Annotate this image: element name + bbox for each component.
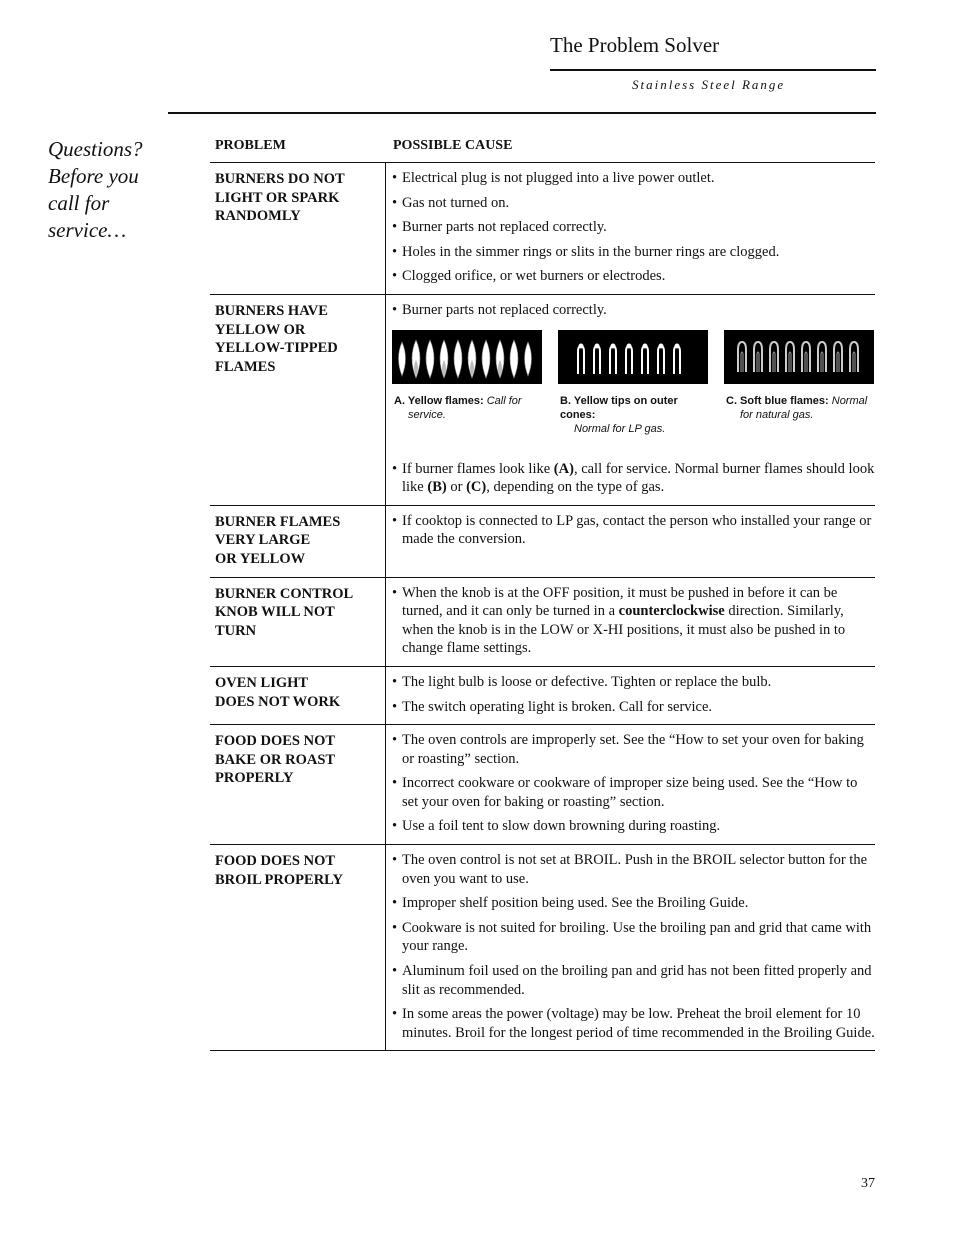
flame-label: C. Soft blue flames: <box>726 394 829 407</box>
cause-cell <box>386 506 875 577</box>
cause-item: • If burner flames look like (A), call for service. Normal burner flames should look like (B) or (C), depending on the type of gas. <box>392 460 875 496</box>
cause-item: • The oven controls are improperly set. See the “How to set your oven for baking or roasting” section. <box>392 731 875 768</box>
problem-line: BURNERS HAVE <box>215 302 328 319</box>
cause-item: • The light bulb is loose or defective. Tighten or replace the bulb. <box>392 673 875 692</box>
cause-text: Burner parts not replaced correctly. <box>402 301 607 318</box>
problem-line: YELLOW OR <box>215 321 306 338</box>
problem-line: PROPERLY <box>215 770 294 787</box>
table-row <box>210 725 875 845</box>
cause-cell <box>386 845 875 1050</box>
sidebar-line: Questions? <box>48 137 143 161</box>
column-header-problem: PROBLEM <box>215 138 286 153</box>
problem-line: OR YELLOW <box>215 550 306 567</box>
flame-figure-a <box>392 330 542 436</box>
problem-line: YELLOW-TIPPED <box>215 340 338 357</box>
cause-item: • When the knob is at the OFF position, it must be pushed in before it can be turned, and it can only be turned in a counterclockwise direction. Similarly, when the knob is in the LOW or X-HI positions, it must also be pushed in to change flame settings. <box>392 584 875 658</box>
cause-text: The switch operating light is broken. Call for service. <box>402 698 713 715</box>
header-divider <box>550 69 876 71</box>
flame-caption-a <box>392 394 542 422</box>
cause-cell <box>386 725 875 844</box>
problem-line: LIGHT OR SPARK <box>215 189 340 206</box>
table-header <box>210 138 875 163</box>
cause-cell <box>386 295 875 505</box>
problem-line: OVEN LIGHT <box>215 674 309 691</box>
flame-label: B. Yellow tips on outer cones: <box>560 394 678 421</box>
cause-item: • Burner parts not replaced correctly. <box>392 301 875 320</box>
flame-desc: service. <box>408 408 446 421</box>
problem-line: BURNERS DO NOT <box>215 171 345 187</box>
problem-cell <box>210 578 386 666</box>
problem-line: FOOD DOES NOT <box>215 733 336 750</box>
problem-cell <box>210 163 386 294</box>
cause-text: The oven control is not set at BROIL. Push in the BROIL selector button for the oven you want to use. <box>402 852 867 887</box>
page-subtitle: Stainless Steel Range <box>632 77 786 92</box>
problem-cell <box>210 845 386 1050</box>
problem-line: TURN <box>215 622 257 639</box>
cause-text: The oven controls are improperly set. See the “How to set your oven for baking or roasting” section. <box>402 732 864 767</box>
yellow-flames-image <box>392 330 542 384</box>
cause-item: • The oven control is not set at BROIL. Push in the BROIL selector button for the oven you want to use. <box>392 851 875 888</box>
cause-item: • Holes in the simmer rings or slits in the burner rings are clogged. <box>392 243 875 262</box>
flame-desc: Normal <box>831 394 868 407</box>
flame-figure-c <box>724 330 874 436</box>
cause-item: • Improper shelf position being used. See the Broiling Guide. <box>392 894 875 913</box>
flame-desc: for natural gas. <box>740 408 814 421</box>
problem-line: DOES NOT WORK <box>215 693 341 710</box>
cause-text: Use a foil tent to slow down browning during roasting. <box>402 818 721 835</box>
cause-text: The light bulb is loose or defective. Tighten or replace the bulb. <box>402 673 772 690</box>
flame-label: A. Yellow flames: <box>394 394 484 407</box>
cause-text: Improper shelf position being used. See the Broiling Guide. <box>402 895 749 912</box>
problem-line: FOOD DOES NOT <box>215 853 336 870</box>
cause-item: • Cookware is not suited for broiling. Use the broiling pan and grid that came with your range. <box>392 919 875 956</box>
cause-text: If cooktop is connected to LP gas, contact the person who installed your range or made the conversion. <box>402 512 872 548</box>
page-number: 37 <box>861 1176 875 1191</box>
table-row <box>210 845 875 1051</box>
table-row <box>210 295 875 506</box>
problem-line: KNOB WILL NOT <box>215 604 335 621</box>
yellow-tips-image <box>558 330 708 384</box>
cause-item: • Burner parts not replaced correctly. <box>392 218 875 237</box>
cause-item: • Electrical plug is not plugged into a live power outlet. <box>392 169 875 188</box>
page-title: The Problem Solver <box>550 33 720 57</box>
cause-text: Electrical plug is not plugged into a live power outlet. <box>402 170 715 186</box>
table-row <box>210 667 875 725</box>
flame-figure-b <box>558 330 708 436</box>
problem-line: BROIL PROPERLY <box>215 871 343 888</box>
table-row <box>210 163 875 295</box>
cause-text: In some areas the power (voltage) may be low. Preheat the broil element for 10 minutes. Broil for the longest period of time recommended in the Broiling Guide. <box>402 1006 875 1041</box>
sidebar-line: Before you <box>48 164 139 188</box>
flame-illustrations <box>392 330 875 436</box>
cause-item: • The switch operating light is broken. Call for service. <box>392 698 875 717</box>
cause-text: Holes in the simmer rings or slits in the burner rings are clogged. <box>402 243 780 260</box>
problem-cell <box>210 506 386 577</box>
blue-flames-image <box>724 330 874 384</box>
column-header-cause: POSSIBLE CAUSE <box>393 138 513 153</box>
cause-item: • If cooktop is connected to LP gas, contact the person who installed your range or made the conversion. <box>392 512 875 549</box>
table-row <box>210 506 875 578</box>
sidebar-line: service… <box>48 218 127 242</box>
cause-text: Gas not turned on. <box>402 194 510 211</box>
problem-line: BURNER CONTROL <box>215 585 354 602</box>
sidebar-heading <box>48 136 168 244</box>
problem-line: VERY LARGE <box>215 532 311 549</box>
cause-text: When the knob is at the OFF position, it must be pushed in before it can be turned, and it can only be turned in a counterclockwise direction. Similarly, when the knob is in the LOW or X-HI positions, it must also be pushed in to change flame settings. <box>402 584 846 657</box>
problem-cell <box>210 725 386 844</box>
problem-cell <box>210 295 386 505</box>
cause-text: Cookware is not suited for broiling. Use the broiling pan and grid that came with your range. <box>402 919 872 955</box>
problem-cell <box>210 667 386 724</box>
cause-item: • Aluminum foil used on the broiling pan and grid has not been fitted properly and slit as recommended. <box>392 962 875 999</box>
flame-desc: Call for <box>486 394 522 407</box>
flame-caption-b <box>558 394 708 436</box>
problem-line: BURNER FLAMES <box>215 513 341 530</box>
problem-line: FLAMES <box>215 358 276 375</box>
cause-text: Aluminum foil used on the broiling pan and grid has not been fitted properly and slit as recommended. <box>402 963 872 998</box>
cause-item: • Use a foil tent to slow down browning during roasting. <box>392 817 875 836</box>
sidebar-line: call for <box>48 191 110 215</box>
problem-solver-table <box>210 138 875 1051</box>
top-divider <box>168 112 876 114</box>
cause-cell <box>386 578 875 666</box>
cause-cell <box>386 667 875 724</box>
cause-text: Burner parts not replaced correctly. <box>402 219 607 236</box>
flame-desc: Normal for LP gas. <box>574 422 666 435</box>
problem-line: BAKE OR ROAST <box>215 751 336 768</box>
cause-text: Incorrect cookware or cookware of improper size being used. See the “How to set your oven for baking or roasting” section. <box>402 775 858 810</box>
flame-caption-c <box>724 394 874 422</box>
table-row <box>210 578 875 667</box>
cause-item: • Gas not turned on. <box>392 194 875 213</box>
cause-text: If burner flames look like (A), call for service. Normal burner flames should look like (B) or (C), depending on the type of gas. <box>402 460 875 496</box>
cause-text: Clogged orifice, or wet burners or electrodes. <box>402 268 666 285</box>
cause-item: • Clogged orifice, or wet burners or electrodes. <box>392 267 875 286</box>
cause-cell <box>386 163 875 294</box>
cause-item: • Incorrect cookware or cookware of improper size being used. See the “How to set your oven for baking or roasting” section. <box>392 774 875 811</box>
problem-line: RANDOMLY <box>215 208 301 225</box>
cause-item: • In some areas the power (voltage) may be low. Preheat the broil element for 10 minutes. Broil for the longest period of time recommended in the Broiling Guide. <box>392 1006 875 1041</box>
